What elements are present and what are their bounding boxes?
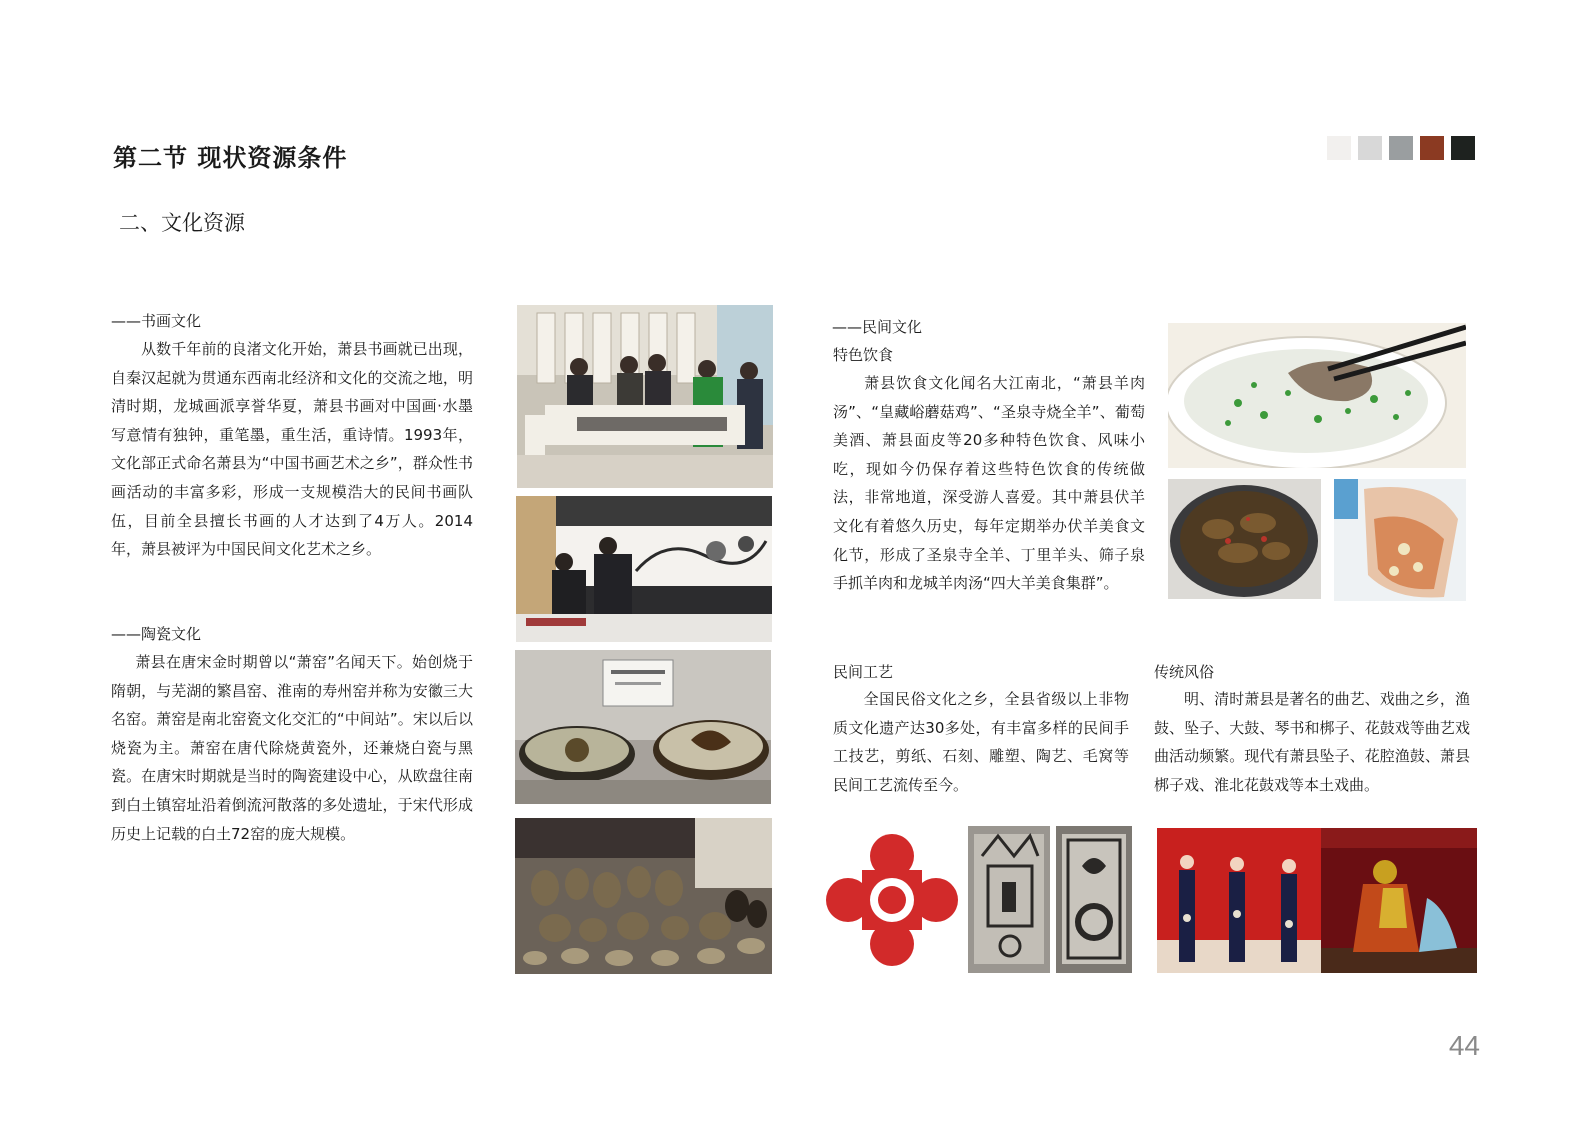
crafts-body: 全国民俗文化之乡，全县省级以上非物质文化遗产达30多处，有丰富多样的民间手工技艺，剪纸、石刻、雕塑、陶艺、毛窝等民间工艺流传至今。 — [833, 690, 1129, 794]
subsection-title: 二、文化资源 — [119, 211, 245, 235]
food-text — [833, 369, 1145, 598]
customs-body: 明、清时萧县是著名的曲艺、戏曲之乡，渔鼓、坠子、大鼓、琴书和梆子、花鼓戏等曲艺戏曲活动频繁。现代有萧县坠子、花腔渔鼓、萧县梆子戏、淮北花鼓戏等本土戏曲。 — [1154, 690, 1470, 794]
palette-swatch-5 — [1451, 136, 1475, 160]
customs-heading: 传统风俗 — [1154, 663, 1215, 681]
painting-demonstration-photo — [516, 496, 772, 642]
ceramics-heading: ——陶瓷文化 — [111, 625, 202, 643]
porcelain-bowls-photo — [515, 650, 771, 804]
palette-swatch-2 — [1358, 136, 1382, 160]
food-body: 萧县饮食文化闻名大江南北，“萧县羊肉汤”、“皇藏峪蘑菇鸡”、“圣泉寺烧全羊”、葡萄美酒、萧县面皮等20多种特色饮食、风味小吃，现如今仍保存着这些特色饮食的传统做法，非常地道，深受游人喜爱。其中萧县伏羊文化有着悠久历史，每年定期举办伏羊美食文化节，形成了圣泉寺全羊、丁里羊头、筛子泉手抓羊肉和龙城羊肉汤“四大羊美食集群”。 — [833, 374, 1145, 593]
ceramics-text — [111, 648, 473, 848]
color-palette — [1327, 136, 1475, 160]
ceramics-body: 萧县在唐宋金时期曾以“萧窑”名闻天下。始创烧于隋朝，与芜湖的繁昌窑、淮南的寿州窑并称为安徽三大名窑。萧窑是南北窑瓷文化交汇的“中间站”。宋以后以烧瓷为主。萧窑在唐代除烧黄瓷外，还兼烧白瓷与黑瓷。在唐宋时期就是当时的陶瓷建设中心，从欧盘往南到白土镇窑址沿着倒流河散落的多处遗址，于宋代形成历史上记载的白土72窑的庞大规模。 — [111, 653, 473, 843]
flatbread-roll-photo — [1334, 479, 1466, 601]
folk-crafts-photo — [822, 826, 1132, 973]
palette-swatch-1 — [1327, 136, 1351, 160]
mutton-soup-photo — [1168, 323, 1466, 468]
food-heading: 特色饮食 — [833, 346, 894, 364]
crafts-text — [833, 685, 1129, 799]
calligraphy-text — [111, 335, 473, 564]
calligraphy-body: 从数千年前的良渚文化开始，萧县书画就已出现，自秦汉起就为贯通东西南北经济和文化的交流之地，明清时期，龙城画派享誉华夏，萧县书画对中国画·水墨写意情有独钟，重笔墨，重生活，重诗情。1993年，文化部正式命名萧县为“中国书画艺术之乡”，群众性书画活动的丰富多彩，形成一支规模浩大的民间书画队伍，目前全县擅长书画的人才达到了4万人。2014年，萧县被评为中国民间文化艺术之乡。 — [111, 340, 473, 559]
palette-swatch-4 — [1420, 136, 1444, 160]
braised-lamb-photo — [1168, 479, 1321, 599]
palette-swatch-3 — [1389, 136, 1413, 160]
page-number: 44 — [1448, 1030, 1480, 1061]
opera-performance-photo — [1157, 828, 1477, 973]
customs-text — [1154, 685, 1470, 799]
pottery-collection-photo — [515, 818, 772, 974]
calligraphy-exhibition-photo — [517, 305, 773, 488]
crafts-heading: 民间工艺 — [833, 663, 894, 681]
folk-heading: ——民间文化 — [832, 318, 923, 336]
calligraphy-heading: ——书画文化 — [111, 312, 202, 330]
section-title: 第二节 现状资源条件 — [113, 144, 348, 172]
